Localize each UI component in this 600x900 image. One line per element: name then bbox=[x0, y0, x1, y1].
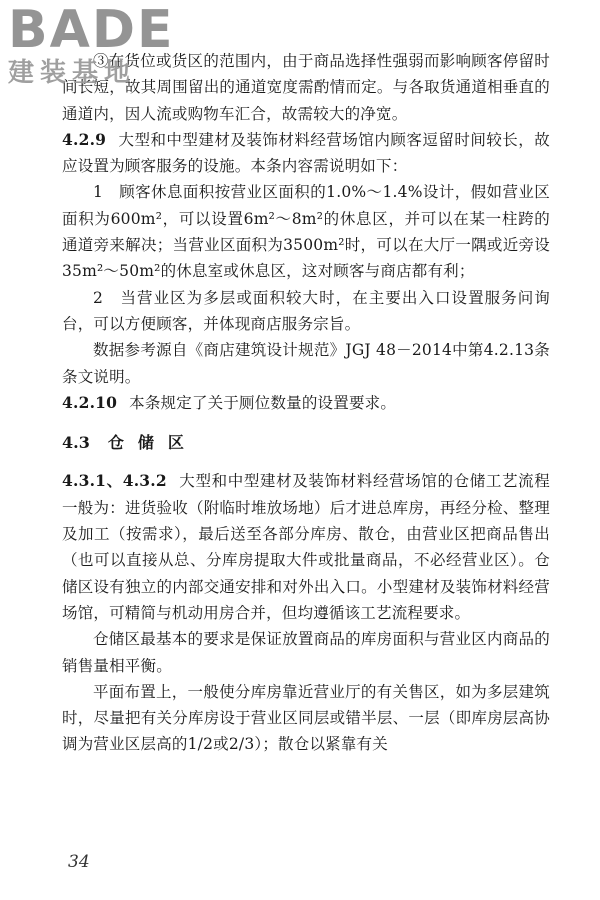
logo-text-en: BADE bbox=[8, 0, 175, 60]
section-title: 仓储区 bbox=[107, 433, 198, 453]
logo-text-zh: 建装基地 bbox=[8, 58, 137, 88]
paragraph-aisle-width: ③在货位或货区的范围内，由于商品选择性强弱而影响顾客停留时间长短，故其周围留出的通道宽度需酌情而定。与各取货通道相垂直的通道内，因人流或购物车汇合，故需较大的净宽。 bbox=[62, 52, 550, 123]
section-number: 4.3 bbox=[62, 433, 90, 453]
section-heading bbox=[62, 430, 550, 456]
clause-text: 大型和中型建材及装饰材料经营场馆的仓储工艺流程一般为：进货验收（附临时堆放场地）后才进总库房，再经分检、整理及加工（按需求），最后送至各部分库房、散仓，由营业区把商品售出（也可以直接从总、分库房提取大件或批量商品，不必经营业区）。仓储区设有独立的内部交通安排和对外出入口。小型建材及装饰材料经营场馆，可精简与机动用房合并，但均遵循该工艺流程要求。 bbox=[62, 472, 550, 622]
clause-item-1: 1 顾客休息面积按营业区面积的1.0%～1.4%设计，假如营业区面积为600m²，可以设置6m²～8m²的休息区，并可以在某一柱跨的通道旁来解决；当营业区面积为3500m²时，可以在大厅一隅或近旁设35m²～50m²的休息室或休息区，这对顾客与商店都有利； bbox=[62, 183, 550, 281]
clause-4-2-9 bbox=[62, 127, 550, 180]
watermark-logo bbox=[8, 2, 178, 94]
clause-4-3-1 bbox=[62, 468, 550, 626]
body-text bbox=[62, 48, 550, 758]
clause-number: 4.2.9 bbox=[62, 129, 107, 149]
paragraph-storage-balance: 仓储区最基本的要求是保证放置商品的库房面积与营业区内商品的销售量相平衡。 bbox=[62, 630, 550, 675]
clause-number: 4.3.1、4.3.2 bbox=[62, 471, 167, 491]
clause-text: 大型和中型建材及装饰材料经营场馆内顾客逗留时间较长，故应设置为顾客服务的设施。本条内容需说明如下： bbox=[62, 130, 550, 176]
clause-item-2: 2 当营业区为多层或面积较大时，在主要出入口设置服务问询台，可以方便顾客，并体现商店服务宗旨。 bbox=[62, 288, 550, 333]
clause-4-2-10 bbox=[62, 390, 550, 416]
clause-text: 本条规定了关于厕位数量的设置要求。 bbox=[129, 393, 397, 412]
page-number: 34 bbox=[68, 852, 90, 872]
clause-number: 4.2.10 bbox=[62, 392, 118, 412]
paragraph-layout: 平面布置上，一般使分库房靠近营业厅的有关售区，如为多层建筑时，尽量把有关分库房设于营业区同层或错半层、一层（即库房层高协调为营业区层高的1/2或2/3）；散仓以紧靠有关 bbox=[62, 682, 550, 754]
reference-note: 数据参考源自《商店建筑设计规范》JGJ 48－2014中第4.2.13条条文说明。 bbox=[62, 341, 550, 386]
